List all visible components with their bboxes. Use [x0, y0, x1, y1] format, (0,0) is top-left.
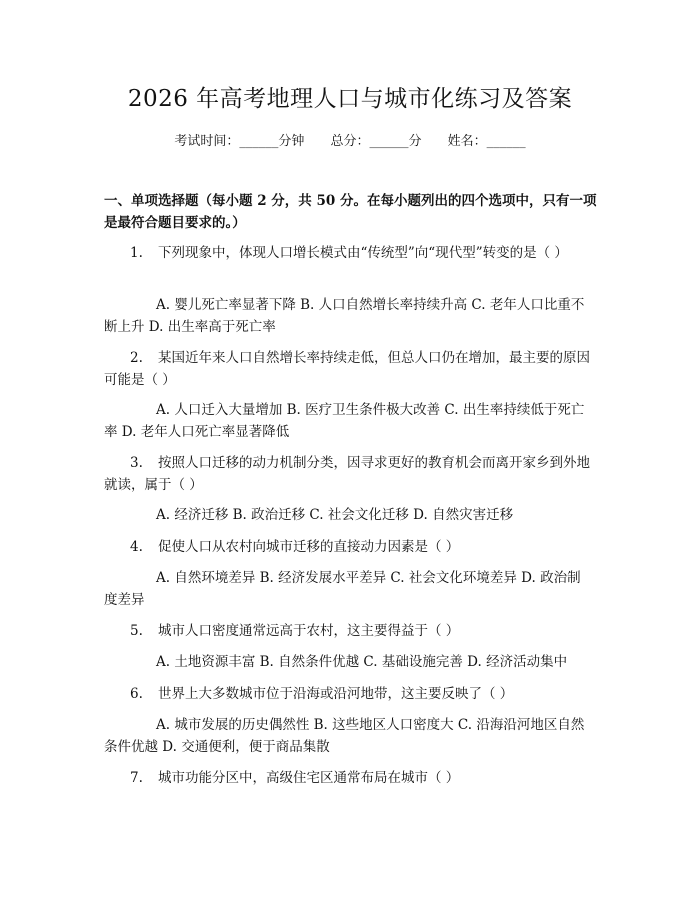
question-4: [104, 536, 594, 558]
question-7: [104, 767, 594, 789]
question-6: [104, 683, 594, 705]
question-2-options: A. 人口迁入大量增加 B. 医疗卫生条件极大改善 C. 出生率持续低于死亡率 D. 老年人口死亡率显著降低: [104, 402, 585, 440]
question-number: 1.: [130, 245, 143, 261]
question-1-options: A. 婴儿死亡率显著下降 B. 人口自然增长率持续升高 C. 老年人口比重不断上升 D. 出生率高于死亡率: [104, 297, 585, 335]
page-title: 2026 年高考地理人口与城市化练习及答案: [127, 86, 573, 112]
student-name-field: 姓名：______: [447, 134, 526, 149]
question-5: [104, 620, 594, 642]
question-number: 3.: [130, 455, 143, 471]
question-number: 6.: [130, 686, 143, 702]
question-3-options: A. 经济迁移 B. 政治迁移 C. 社会文化迁移 D. 自然灾害迁移: [156, 507, 514, 523]
question-6-options: A. 城市发展的历史偶然性 B. 这些地区人口密度大 C. 沿海沿河地区自然条件优越 D. 交通便利，便于商品集散: [104, 717, 585, 755]
question-text: 某国近年来人口自然增长率持续走低，但总人口仍在增加，最主要的原因可能是（ ）: [104, 350, 590, 388]
question-text: 按照人口迁移的动力机制分类，因寻求更好的教育机会而离开家乡到外地就读，属于（ ）: [104, 455, 590, 493]
section-header: 一、单项选择题（每小题 2 分，共 50 分。在每小题列出的四个选项中，只有一项是最符合题目要求的。）: [104, 193, 597, 231]
question-text: 世界上大多数城市位于沿海或沿河地带，这主要反映了（ ）: [158, 686, 514, 702]
exam-meta: [0, 133, 700, 151]
question-1: [104, 242, 594, 264]
question-text: 下列现象中，体现人口增长模式由“传统型”向“现代型”转变的是（ ）: [158, 245, 568, 261]
question-4-options: A. 自然环境差异 B. 经济发展水平差异 C. 社会文化环境差异 D. 政治制度差异: [104, 570, 581, 608]
question-3: [104, 452, 594, 496]
question-text: 城市功能分区中，高级住宅区通常布局在城市（ ）: [158, 770, 460, 786]
question-text: 城市人口密度通常远高于农村，这主要得益于（ ）: [158, 623, 460, 639]
question-text: 促使人口从农村向城市迁移的直接动力因素是（ ）: [158, 539, 460, 555]
question-number: 2.: [130, 350, 143, 366]
question-5-options: A. 土地资源丰富 B. 自然条件优越 C. 基础设施完善 D. 经济活动集中: [156, 654, 568, 670]
question-number: 4.: [130, 539, 143, 555]
exam-time-field: 考试时间：______分钟: [174, 134, 305, 149]
question-number: 5.: [130, 623, 143, 639]
total-score-field: 总分：______分: [330, 134, 422, 149]
question-2: [104, 347, 594, 391]
question-number: 7.: [130, 770, 143, 786]
